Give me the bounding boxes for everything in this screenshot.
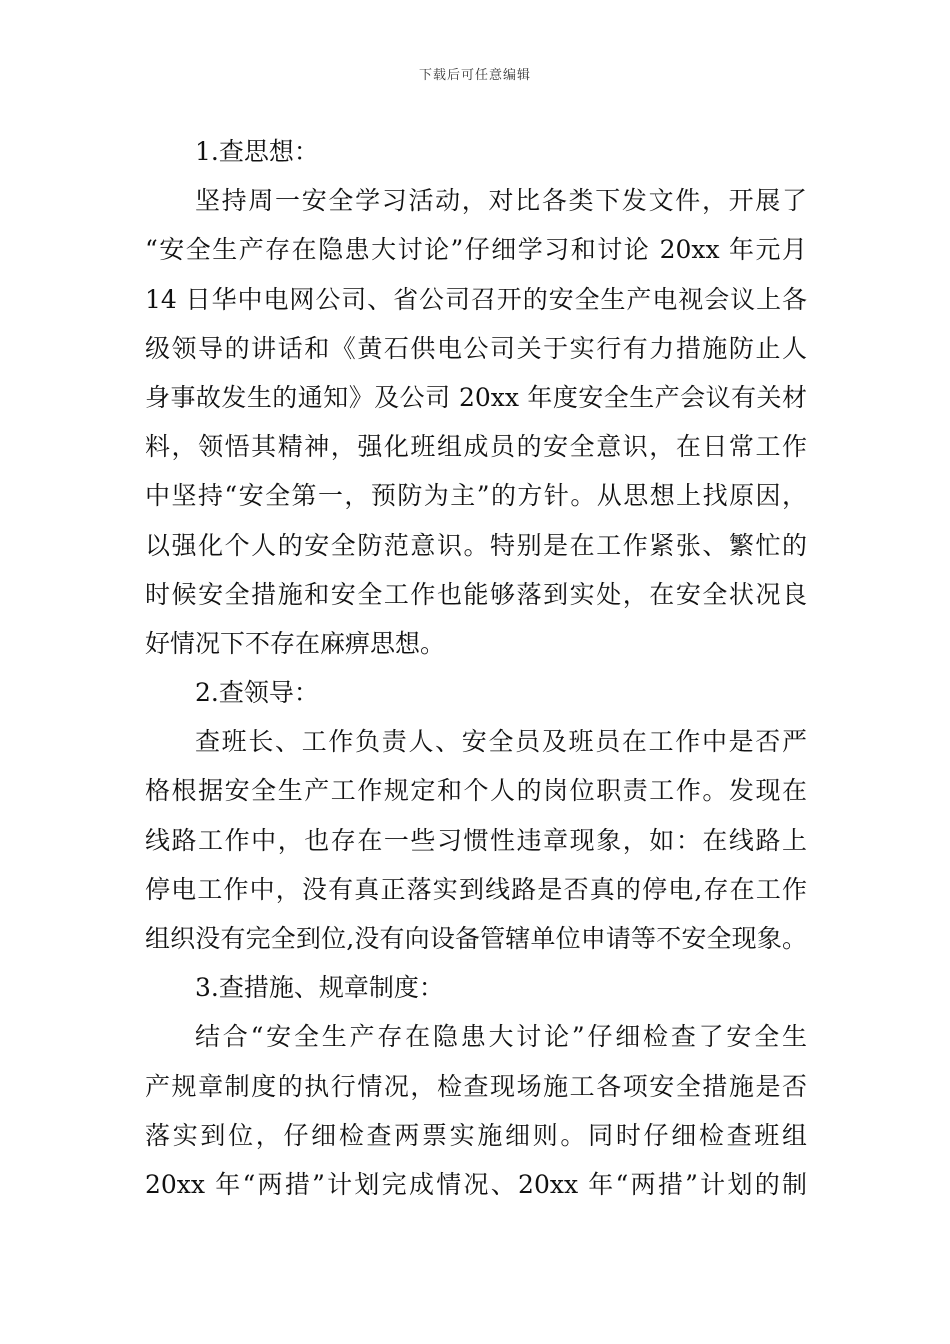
paragraph-line: 14 日华中电网公司、省公司召开的安全生产电视会议上各	[145, 284, 807, 314]
paragraph-line: 组织没有完全到位,没有向设备管辖单位申请等不安全现象。	[145, 924, 807, 953]
paragraph-line: 以强化个人的安全防范意识。特别是在工作紧张、繁忙的	[145, 530, 807, 560]
page-header: 下载后可任意编辑	[418, 68, 531, 83]
section-heading: 3.查措施、规章制度：	[195, 973, 444, 1003]
paragraph-line: 级领导的讲话和《黄石供电公司关于实行有力措施防止人	[145, 333, 807, 363]
paragraph-line: 时候安全措施和安全工作也能够落到实处，在安全状况良	[145, 579, 807, 609]
section-heading: 2.查领导：	[195, 678, 319, 708]
paragraph-line: 停电工作中，没有真正落实到线路是否真的停电,存在工作	[145, 874, 807, 904]
paragraph-line: 身事故发生的通知》及公司 20xx 年度安全生产会议有关材	[145, 382, 807, 412]
paragraph-line: 料，领悟其精神，强化班组成员的安全意识，在日常工作	[145, 432, 807, 462]
paragraph-line: 坚持周一安全学习活动，对比各类下发文件，开展了	[195, 186, 807, 216]
paragraph-line: 线路工作中，也存在一些习惯性违章现象，如：在线路上	[145, 825, 807, 855]
paragraph-line: 结合“安全生产存在隐患大讨论”仔细检查了安全生	[195, 1022, 807, 1052]
document-body	[145, 127, 807, 1209]
paragraph-line: 产规章制度的执行情况，检查现场施工各项安全措施是否	[145, 1071, 807, 1101]
paragraph-line: 中坚持“安全第一，预防为主”的方针。从思想上找原因，	[145, 481, 807, 511]
section-heading: 1.查思想：	[195, 137, 319, 166]
paragraph-line: 查班长、工作负责人、安全员及班员在工作中是否严	[195, 727, 807, 757]
paragraph-line: “安全生产存在隐患大讨论”仔细学习和讨论 20xx 年元月	[145, 235, 807, 265]
paragraph-line: 格根据安全生产工作规定和个人的岗位职责工作。发现在	[145, 776, 807, 806]
paragraph-line: 落实到位，仔细检查两票实施细则。同时仔细检查班组	[145, 1120, 807, 1150]
paragraph-line: 20xx 年“两措”计划完成情况、20xx 年“两措”计划的制	[145, 1169, 807, 1199]
paragraph-line: 好情况下不存在麻痹思想。	[145, 628, 446, 658]
